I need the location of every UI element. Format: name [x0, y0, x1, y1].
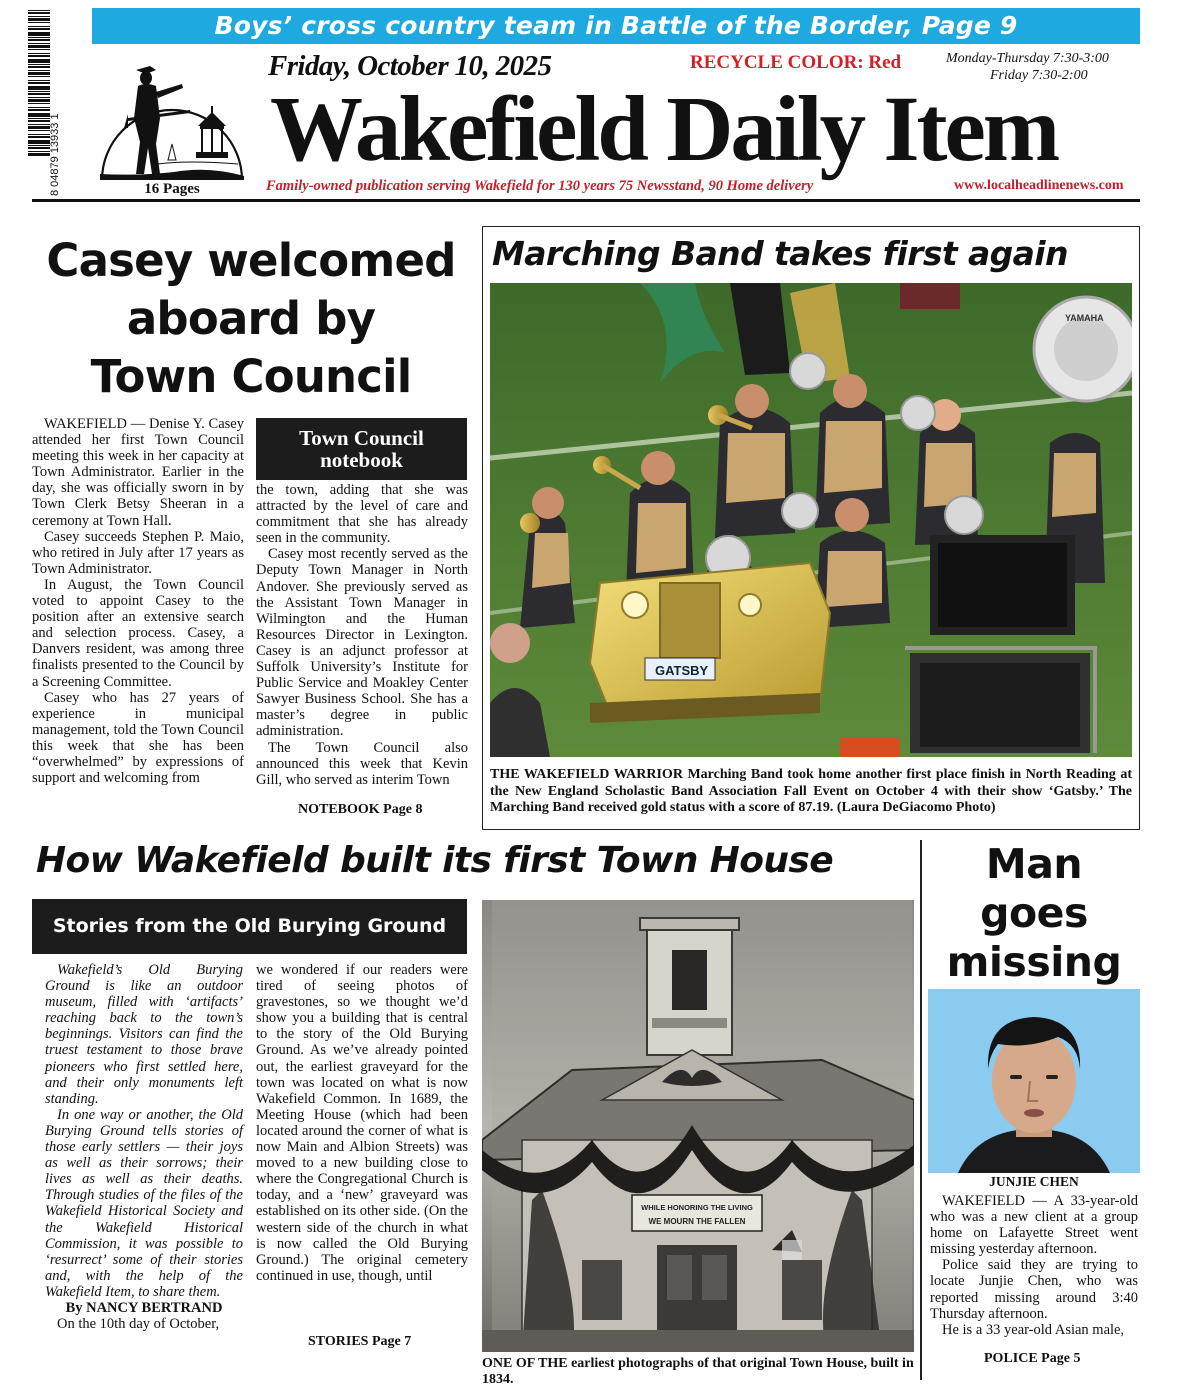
barcode-bar [28, 43, 50, 44]
town-house-caption: ONE OF THE earliest photographs of that original Town House, built in 1834. [482, 1356, 914, 1387]
barcode [28, 6, 62, 201]
police-jump-link[interactable]: POLICE Page 5 [984, 1351, 1081, 1366]
notebook-label-line-1: Town Council [299, 426, 424, 450]
tagline: Family-owned publication serving Wakefield for 130 years 75 Newsstand, 90 Home delivery [266, 178, 814, 194]
barcode-digits: 8 04879 13933 1 [49, 113, 61, 196]
barcode-bar [28, 107, 50, 108]
casey-paragraph: Casey most recently served as the Deputy Town Manager in North Andover. She previously served as the Assistant Town Manager in Wilmington and the Human Resources Director in Lexington. Casey is an adjunct professor at Suffolk University’s Institute for Public Service and Moakley Center Sawyer Business School. She has a master’s degree in public administration. [256, 546, 468, 740]
townhouse-paragraph: In one way or another, the Old Burying Ground tells stories of those early settlers — their joys as well as their sorrows; their lives as well as their deaths. Through studies of the files of the Wakefield Historical Society and the Wakefield Historical Commission, it was possible to ‘resurrect’ some of their stories and, with the help of the Wakefield Item, to share them. [45, 1106, 243, 1300]
notebook-label [256, 418, 467, 480]
license-plate: GATSBY [655, 663, 709, 678]
barcode-bar [28, 136, 50, 138]
townhouse-column-2 [256, 962, 468, 1284]
barcode-bar [28, 147, 50, 149]
barcode-bar [28, 120, 50, 122]
townhouse-paragraph: Wakefield’s Old Burying Ground is like an outdoor museum, filled with ‘artifacts’ reaching back to the town’s beginnings. Visitors can find the truest testament to those brave pioneers who first settled here, and their only monuments left standing. [45, 962, 243, 1107]
casey-paragraph: In August, the Town Council voted to appoint Casey to the position after an extensive search and selection process. Casey, a Danvers resident, was among three finalists presented to the Council by a Screening Committee. [32, 576, 244, 690]
casey-paragraph: the town, adding that she was attracted by the level of care and commitment that she has already seen in the community. [256, 482, 468, 547]
notebook-jump-link[interactable]: NOTEBOOK Page 8 [298, 802, 423, 817]
casey-headline[interactable] [30, 232, 472, 406]
barcode-bar [28, 80, 50, 81]
memorial-banner-line-1: WHILE HONORING THE LIVING [641, 1203, 753, 1212]
barcode-bar [28, 134, 50, 135]
townhouse-paragraph: we wondered if our readers were tired of seeing photos of gravestones, so we thought we’d show you a building that is central to the story of the Old Burying Ground. As we’ve already pointed out, the earliest graveyard for the town was located on what is now Wakefield Common. In 1689, the Meeting House (which had been located around the corner of what is now Main and Albion Streets) was moved to a new building close to where the Congregational Church is today, and a ‘new’ graveyard was established on its other side. (On the western side of the church in what is now called the Old Burying Ground.) The original cemetery continued in use, though, until [256, 962, 468, 1284]
website-link[interactable]: www.localheadlinenews.com [954, 178, 1124, 193]
casey-paragraph: Casey succeeds Stephen P. Maio, who retired in July after 17 years as Town Administrator. [32, 528, 244, 577]
barcode-bar [28, 72, 50, 75]
barcode-bar [28, 140, 50, 144]
barcode-bar [28, 26, 50, 27]
missing-headline[interactable] [930, 840, 1138, 987]
byline: By NANCY BERTRAND [65, 1299, 223, 1316]
series-label: Stories from the Old Burying Ground [32, 899, 467, 954]
barcode-bar [28, 18, 50, 21]
barcode-bar [28, 37, 50, 38]
hours-friday: Friday 7:30-2:00 [990, 68, 1088, 83]
barcode-bar [28, 12, 50, 14]
missing-headline-line-1: Man [985, 840, 1083, 888]
missing-paragraph: Police said they are trying to locate Junjie Chen, who was reported missing around 3:40 Thursday afternoon. [930, 1257, 1138, 1322]
barcode-bar [28, 59, 50, 63]
missing-headline-line-3: missing [946, 938, 1122, 986]
missing-person-photo[interactable] [928, 989, 1140, 1173]
barcode-bar [28, 70, 50, 71]
marching-band-photo[interactable] [490, 283, 1132, 757]
newspaper-title: Wakefield Daily Item [270, 78, 1058, 181]
recycle-color: RECYCLE COLOR: Red [690, 52, 902, 73]
casey-headline-line-2: aboard by [126, 292, 376, 345]
barcode-bar [28, 151, 50, 152]
barcode-bar [28, 109, 50, 111]
notebook-label-line-2: notebook [320, 448, 403, 472]
barcode-bar [28, 76, 50, 77]
hours-weekdays: Monday-Thursday 7:30-3:00 [946, 51, 1109, 66]
page-count: 16 Pages [144, 181, 200, 197]
barcode-bar [28, 130, 50, 131]
townhouse-column-1 [45, 962, 243, 1332]
townhouse-paragraph: On the 10th day of October, [57, 1316, 220, 1333]
tuba-brand: YAMAHA [1065, 313, 1104, 323]
barcode-bar [28, 16, 50, 17]
minuteman-logo [98, 48, 246, 184]
barcode-bar [28, 64, 50, 65]
casey-column-1 [32, 416, 244, 786]
barcode-bar [28, 145, 50, 146]
casey-paragraph: The Town Council also announced this week that Kevin Gill, who served as interim Town [256, 739, 468, 788]
barcode-bar [28, 126, 50, 129]
casey-headline-line-1: Casey welcomed [46, 234, 456, 287]
memorial-banner-line-2: WE MOURN THE FALLEN [648, 1217, 746, 1226]
barcode-bar [28, 118, 50, 119]
barcode-bar [28, 97, 50, 98]
masthead-rule [32, 199, 1140, 202]
barcode-bar [28, 66, 50, 68]
barcode-bar [28, 153, 50, 156]
barcode-bar [28, 124, 50, 125]
barcode-bar [28, 45, 50, 48]
gatsby-car-prop [590, 563, 830, 723]
promo-banner[interactable]: Boys’ cross country team in Battle of the Border, Page 9 [92, 8, 1140, 44]
barcode-bar [28, 32, 50, 36]
barcode-bar [28, 55, 50, 57]
missing-column [930, 1193, 1138, 1338]
town-house-photo[interactable] [482, 900, 914, 1352]
barcode-bar [28, 93, 50, 95]
band-headline[interactable]: Marching Band takes first again [492, 234, 1068, 273]
barcode-bar [28, 28, 50, 30]
townhouse-headline[interactable]: How Wakefield built its first Town House [36, 840, 834, 881]
casey-column-2 [256, 482, 468, 788]
missing-headline-line-2: goes [980, 889, 1088, 937]
barcode-bar [28, 49, 50, 50]
band-photo-caption: THE WAKEFIELD WARRIOR Marching Band took home another first place finish in North Reading at the New England Scholastic Band Association Fall Event on October 4 with their show ‘Gatsby.’ The Marching Band received gold status with a score of 87.19. (Laura DeGiacomo Photo) [490, 767, 1132, 815]
barcode-bar [28, 53, 50, 54]
stories-jump-link[interactable]: STORIES Page 7 [308, 1334, 412, 1349]
missing-person-name: JUNJIE CHEN [989, 1174, 1079, 1189]
barcode-bar [28, 86, 50, 90]
barcode-bar [28, 99, 50, 102]
column-rule [920, 840, 922, 1380]
barcode-bar [28, 22, 50, 23]
barcode-bar [28, 82, 50, 84]
barcode-bar [28, 113, 50, 117]
casey-paragraph: WAKEFIELD — Denise Y. Casey attended her first Town Council meeting this week in her capacity at Town Administrator. Earlier in the day, she was officially sworn in by Town Clerk Betsy Sheeran in a ceremony at Town Hall. [32, 416, 244, 529]
issue-date: Friday, October 10, 2025 [268, 50, 552, 82]
missing-paragraph: WAKEFIELD — A 33-year-old who was a new client at a group home on Lafayette Street went missing yesterday afternoon. [930, 1193, 1138, 1258]
barcode-bar [28, 39, 50, 41]
missing-paragraph: He is a 33 year-old Asian male, [942, 1321, 1125, 1338]
barcode-bar [28, 103, 50, 104]
casey-headline-line-3: Town Council [90, 350, 412, 403]
barcode-bar [28, 91, 50, 92]
barcode-bar [28, 10, 50, 11]
casey-paragraph: Casey who has 27 years of experience in municipal management, told the Town Council this week that she has been “overwhelmed” by expressions of support and welcoming from [32, 689, 244, 787]
